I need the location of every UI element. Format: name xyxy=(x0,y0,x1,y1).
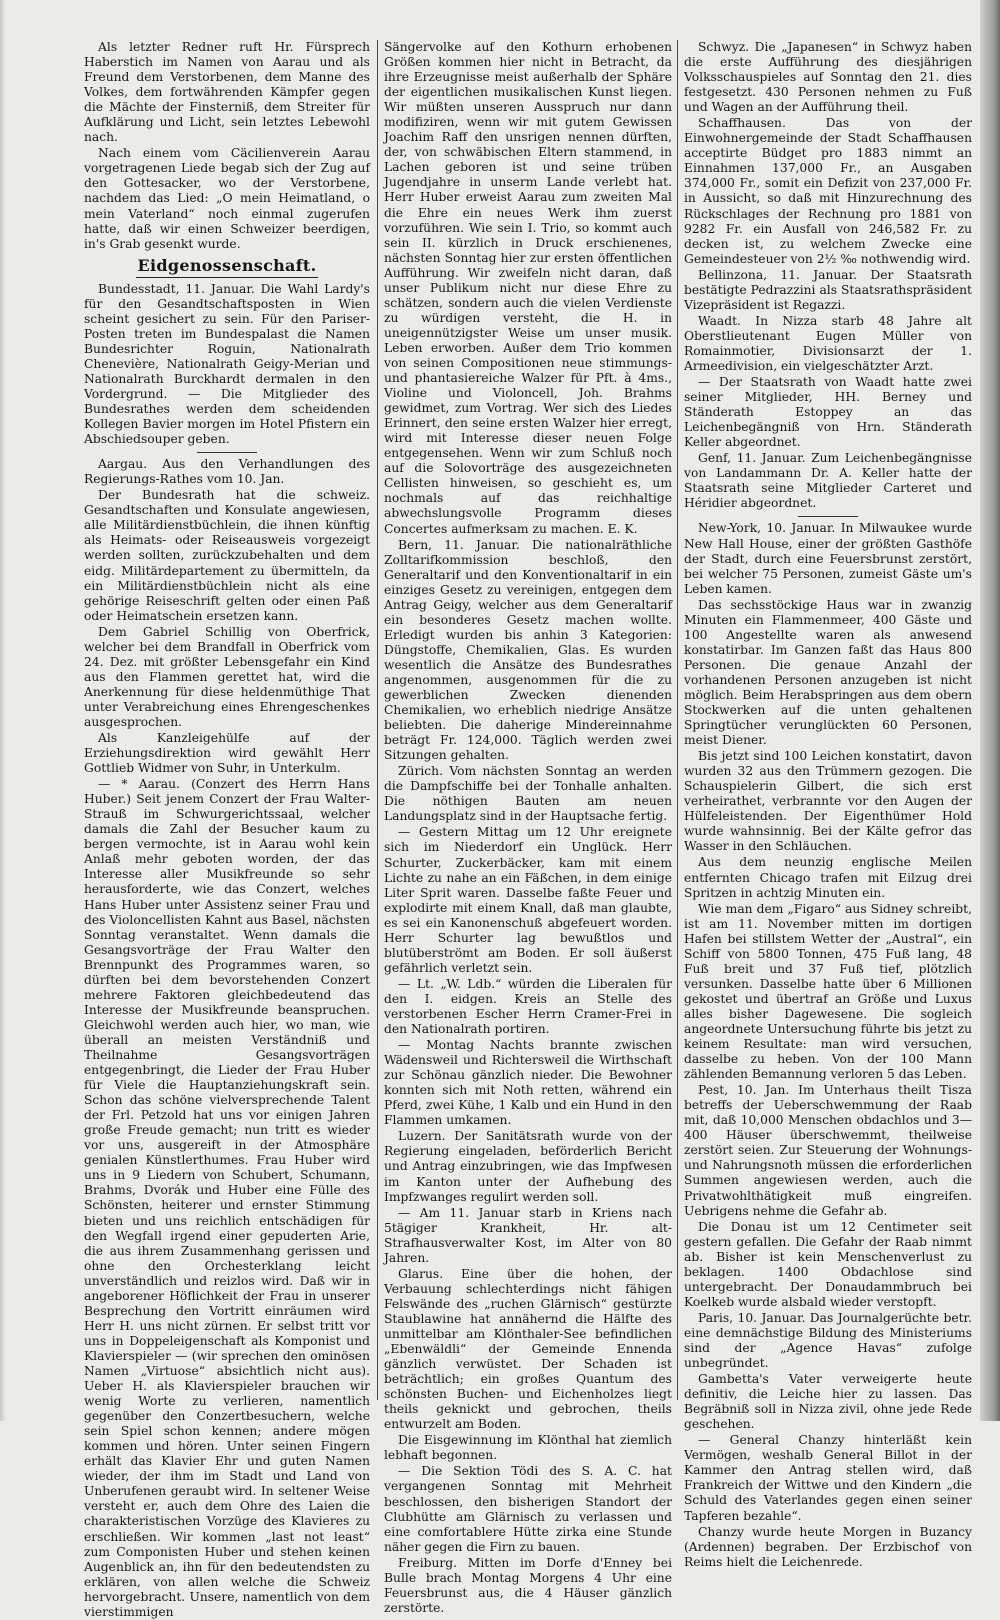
page-edge-right xyxy=(980,0,1000,1421)
article-paragraph: Als Kanzleigehülfe auf der Erziehungsdirektion wird gewählt Herr Gottlieb Widmer von Suhr, in Unterkulm. xyxy=(84,731,370,776)
article-paragraph: — Gestern Mittag um 12 Uhr ereignete sich im Niederdorf ein Unglück. Herr Schurter, Zuckerbäcker, kam mit einem Lichte zu nahe an ein Fäßchen, in dem einige Liter Sprit waren. Dasselbe faßte Feuer und explodirte mit einem Knall, daß man glaubte, es sei ein Kanonenschuß abgefeuert worden. Herr Schurter lag bewußtlos und blutüberströmt am Boden. Er soll äußerst gefährlich verletzt sein. xyxy=(384,825,672,975)
article-paragraph: Bern, 11. Januar. Die nationalräthliche Zolltarifkommission beschloß, den Generaltarif und den Konventionaltarif in ein einziges Gesetz zu vereinigen, entgegen dem Antrag Geigy, welcher aus dem Generaltarif ein besonderes Gesetz machen wollte. Erledigt wurden bis anhin 3 Kategorien: Düngstoffe, Chemikalien, Glas. Es wurden wesentlich die Ansätze des Bundesrathes angenommen, ausgenommen für die zu gewerblichen Zwecken dienenden Chemikalien, wo erheblich niedrige Ansätze beliebten. Die daherige Mindereinnahme beträgt Fr. 124,000. Täglich werden zwei Sitzungen gehalten. xyxy=(384,537,672,763)
article-paragraph: Schaffhausen. Das von der Einwohnergemeinde der Stadt Schaffhausen acceptirte Büdget pro 1883 nimmt an Einnahmen 137,000 Fr., an Ausgaben 374,000 Fr., somit ein Defizit von 237,000 Fr. in Aussicht, so daß mit Hinzurechnung des Rückschlages der Rechnung pro 1881 von 9282 Fr. ein Ausfall von 246,582 Fr. zu decken ist, zu welchem Zwecke eine Gemeindesteuer von 2½ ‰ nothwendig wird. xyxy=(684,116,972,266)
section-heading-text: Eidgenossenschaft. xyxy=(136,256,319,278)
article-paragraph: Bellinzona, 11. Januar. Der Staatsrath bestätigte Pedrazzini als Staatsrathspräsident Vizepräsident ist Regazzi. xyxy=(684,267,972,312)
article-paragraph: Chanzy wurde heute Morgen in Buzancy (Ardennen) begraben. Der Erzbischof von Reims hielt die Leichenrede. xyxy=(684,1524,972,1569)
article-paragraph: Sängervolke auf den Kothurn erhobenen Größen kommen hier nicht in Betracht, da ihre Erzeugnisse meist außerhalb der Sphäre der eigentlichen musikalischen Kunst liegen. Wir müßten unseren Ausspruch nur dann modifiziren, wenn wir mit gutem Gewissen Joachim Raff den unsrigen nennen dürften, der, von schwäbischen Eltern stammend, in Lachen geboren ist und seine trüben Jugendjahre in unserm Lande verlebt hat. Herr Huber erweist Aarau zum zweiten Mal die Ehre ein neues Werk ihm zuerst vorzuführen. Wie sein I. Trio, so kommt auch sein II. kürzlich in Druck erschienenes, nächsten Sonntag hier zur ersten öffentlichen Aufführung. Wir zweifeln nicht daran, daß unser Publikum nicht nur diese Ehre zu schätzen, sondern auch die vielen Verdienste zu würdigen versteht, die H. in uneigennützigster Weise um unser musik. Leben erworben. Außer dem Trio kommen von seinen Compositionen neue stimmungs- und phantasiereiche Walzer für Pft. à 4ms., Violine und Violoncell, Joh. Brahms gewidmet, zum Vortrag. Wer sich des Liedes Erinnert, den seine ersten Walzer hier erregt, wird mit Interesse dieser neuen Folge entgegensehen. Wenn wir zum Schluß noch auf die Solovorträge des ausgezeichneten Cellisten hinweisen, so geschieht es, um nochmals auf das reichhaltige abwechslungsvolle Programm dieses Concertes aufmerksam zu machen. E. K. xyxy=(384,40,672,536)
article-paragraph: Schwyz. Die „Japanesen“ in Schwyz haben die erste Aufführung des diesjährigen Volksschauspieles auf Sonntag den 21. dies festgesetzt. 430 Personen nehmen zu Fuß und Wagen an der Aufführung theil. xyxy=(684,40,972,115)
article-paragraph: — General Chanzy hinterläßt kein Vermögen, weshalb General Billot in der Kammer den Antrag stellen wird, daß Frankreich der Wittwe und den Kindern „die Schuld des Vaterlandes gegen einen seiner Tapferen bezahle“. xyxy=(684,1433,972,1523)
article-paragraph: Bis jetzt sind 100 Leichen konstatirt, davon wurden 32 aus den Trümmern gezogen. Die Schauspielerin Gilbert, die sich erst verheirathet, verbrannte vor den Augen der Hülfeleistenden. Der Eigenthümer Hold wurde wahnsinnig. Bei der Kälte gefror das Wasser in den Schläuchen. xyxy=(684,749,972,854)
divider xyxy=(798,516,858,517)
article-paragraph: Als letzter Redner ruft Hr. Fürsprech Haberstich im Namen von Aarau und als Freund dem Verstorbenen, dem Manne des Volkes, dem fortwährenden Kämpfer gegen die Mächte der Finsterniß, dem Streiter für Aufklärung und Licht, sein letztes Lebewohl nach. xyxy=(84,40,370,145)
article-paragraph: Paris, 10. Januar. Das Journalgerüchte betr. eine demnächstige Bildung des Ministeriums sind der „Agence Havas“ zufolge unbegründet. xyxy=(684,1310,972,1371)
article-paragraph: — Der Staatsrath von Waadt hatte zwei seiner Mitglieder, HH. Berney und Ständerath Estoppey an das Leichenbegängniß von Hrn. Ständerath Keller abgeordnet. xyxy=(684,375,972,450)
article-paragraph: Dem Gabriel Schillig von Oberfrick, welcher bei dem Brandfall in Oberfrick vom 24. Dez. mit größter Lebensgefahr ein Kind aus den Flammen gerettet hat, wird die Anerkennung für diese heldenmüthige That unter Verabreichung eines Ehrengeschenkes ausgesprochen. xyxy=(84,624,370,729)
article-paragraph: Nach einem vom Cäcilienverein Aarau vorgetragenen Liede begab sich der Zug auf den Gottesacker, wo der Verstorbene, nachdem das Lied: „O mein Heimatland, o mein Vaterland“ noch einmal zugerufen hatte, daß wir einen Schweizer beerdigen, in's Grab gesenkt wurde. xyxy=(84,146,370,251)
page-edge-left xyxy=(0,0,6,1421)
article-paragraph: Wie man dem „Figaro“ aus Sidney schreibt, ist am 11. November mitten im dortigen Hafen bei stillstem Wetter der „Austral“, ein Schiff von 5800 Tonnen, 475 Fuß lang, 48 Fuß breit und 37 Fuß tief, plötzlich versunken. Dasselbe hatte über 6 Millionen gekostet und übertraf an Größe und Luxus alles bisher Dagewesene. Die sogleich angeordnete Untersuchung führte bis jetzt zu keinem Resultate: man wird versuchen, dasselbe zu heben. Von der 100 Mann zählenden Bemannung verloren 5 das Leben. xyxy=(684,901,972,1082)
article-paragraph: Luzern. Der Sanitätsrath wurde von der Regierung eingeladen, beförderlich Bericht und Antrag einzubringen, wie das Impfwesen im Kanton unter der Aufhebung des Impfzwanges regulirt werden soll. xyxy=(384,1129,672,1204)
article-paragraph: Waadt. In Nizza starb 48 Jahre alt Oberstlieutenant Eugen Müller von Romainmotier, Divisionsarzt der 1. Armeedivision, ein vielgeschätzter Arzt. xyxy=(684,313,972,373)
article-paragraph: Pest, 10. Jan. Im Unterhaus theilt Tisza betreffs der Ueberschwemmung der Raab mit, daß 10,000 Menschen obdachlos und 3—400 Häuser überschwemmt, theilweise zerstört seien. Zur Steuerung der Wohnungs- und Nahrungsnoth müssen die erforderlichen Summen angewiesen werden, auch die Privatwohlthätigkeit muß eingreifen. Uebrigens nehme die Gefahr ab. xyxy=(684,1083,972,1218)
article-paragraph: Zürich. Vom nächsten Sonntag an werden die Dampfschiffe bei der Tonhalle anhalten. Die nöthigen Bauten am neuen Landungsplatz sind in der Hauptsache fertig. xyxy=(384,764,672,824)
article-paragraph: Die Eisgewinnung im Klönthal hat ziemlich lebhaft begonnen. xyxy=(384,1433,672,1463)
article-paragraph: — Lt. „W. Ldb.“ würden die Liberalen für den I. eidgen. Kreis an Stelle des verstorbenen Escher Herrn Cramer-Frei in den Nationalrath portiren. xyxy=(384,976,672,1037)
article-paragraph: Die Donau ist um 12 Centimeter seit gestern gefallen. Die Gefahr der Raab nimmt ab. Bisher ist kein Menschenverlust zu beklagen. 1400 Obdachlose sind untergebracht. Der Donaudammbruch bei Koelkeb wurde alsbald wieder verstopft. xyxy=(684,1219,972,1309)
article-paragraph: Das sechsstöckige Haus war in zwanzig Minuten ein Flammenmeer, 400 Gäste und 100 Angestellte waren als anwesend konstatirbar. Im Ganzen faßt das Haus 800 Personen. Die genaue Anzahl der vorhandenen Personen anzugeben ist nicht möglich. Beim Herabspringen aus dem obern Stockwerken auf die unten gehaltenen Springtücher verunglückten 60 Personen, meist Diener. xyxy=(684,597,972,748)
article-paragraph: Freiburg. Mitten im Dorfe d'Enney bei Bulle brach Montag Morgens 4 Uhr eine Feuersbrunst aus, die 4 Häuser gänzlich zerstörte. xyxy=(384,1555,672,1615)
column-3 xyxy=(684,40,972,1569)
section-heading xyxy=(84,256,370,278)
article-paragraph: Glarus. Eine über die hohen, der Verbauung schlechterdings nicht fähigen Felswände des „ruchen Glärnisch“ gestürzte Staublawine hat annähernd die Hälfte des unmittelbar am Klönthaler-See befindlichen „Ebenwäldli“ der Gemeinde Ennenda gänzlich verwüstet. Der Schaden ist beträchtlich; ein großes Quantum des schönsten Buchen- und Eichenholzes liegt theils geknickt und gebrochen, theils entwurzelt am Boden. xyxy=(384,1266,672,1432)
article-paragraph: — * Aarau. (Conzert des Herrn Hans Huber.) Seit jenem Conzert der Frau Walter-Strauß im Schwurgerichtssaal, welcher damals die Zahl der Besucher kaum zu bergen vermochte, ist in Aarau wohl kein Anlaß mehr geboten worden, der das Interesse aller Musikfreunde so sehr herausforderte, wie das Conzert, welches Hans Huber unter Assistenz seiner Frau und des Violoncellisten Kahnt aus Basel, nächsten Sonntag veranstaltet. Wenn damals die Gesangsvorträge der Frau Walter den Brennpunkt des Programmes waren, so dürften bei dem bevorstehenden Conzert mehrere Faktoren gleichbedeutend das Interesse der Musikfreunde beanspruchen. Gleichwohl werden auch hier, wo man, wie überall an meisten Verständniß und Theilnahme Gesangsvorträgen entgegenbringt, die Lieder der Frau Huber für Viele die Hauptanziehungskraft sein. Schon das schöne vielversprechende Talent der Frl. Petzold hat uns vor einigen Jahren große Freude gemacht; nun tritt es wieder vor uns, ausgereift in der Atmosphäre genialen Künstlerthumes. Frau Huber wird uns in 9 Liedern von Schubert, Schumann, Brahms, Dvorák und Huber eine Fülle des Schönsten, heiterer und ernster Stimmung bieten und uns reichlich entschädigen für den Wegfall irgend einer gepuderten Arie, die aus ihrem Zusammenhang gerissen und ohne den Orchesterklang leicht unverständlich und reizlos wird. Daß wir in angeborener Höflichkeit der Frau in unserer Besprechung den Vortritt einräumen wird Herr H. uns nicht zürnen. Er selbst tritt vor uns in Doppeleigenschaft als Komponist und Klavierspieler — (wir sprechen den ominösen Namen „Virtuose“ absichtlich nicht aus). Ueber H. als Klavierspieler brauchen wir wenig Worte zu verlieren, namentlich gegenüber den Conzertbesuchern, welche sein Spiel schon kennen; andere mögen kommen und hören. Unter seinen Fingern erhält das Klavier Ehr und guten Namen wieder, der ihm im Stadt und Land von Unberufenen geraubt wird. In seltener Weise versteht er, auch dem Ohre des Laien die charakteristischen Vorzüge des Klavieres zu erschließen. Wir kommen „last not least“ zum Componisten Huber und stehen keinen Augenblick an, ihn für den bedeutendsten zu erklären, von allen welche die Schweiz hervorgebracht. Unsere, namentlich von dem vierstimmigen xyxy=(84,777,370,1619)
column-rule xyxy=(377,40,378,1400)
column-rule xyxy=(677,40,678,1400)
article-paragraph: — Die Sektion Tödi des S. A. C. hat vergangenen Sonntag mit Mehrheit beschlossen, den bisherigen Standort der Clubhütte am Glärnisch zu verlassen und eine comfortablere Hütte zirka eine Stunde näher gegen die Firn zu bauen. xyxy=(384,1464,672,1554)
article-paragraph: Aus dem neunzig englische Meilen entfernten Chicago trafen mit Eilzug drei Spritzen in achtzig Minuten ein. xyxy=(684,855,972,900)
article-paragraph: Aargau. Aus den Verhandlungen des Regierungs-Rathes vom 10. Jan. xyxy=(84,457,370,487)
article-paragraph: Bundesstadt, 11. Januar. Die Wahl Lardy's für den Gesandtschaftsposten in Wien scheint gesichert zu sein. Für den Pariser-Posten treten im Bundespalast die Namen Bundesrichter Roguin, Nationalrath Chenevière, Nationalrath Geigy-Merian und Nationalrath Burckhardt dermalen in den Vordergrund. — Die Mitglieder des Bundesrathes werden dem scheidenden Kollegen Bavier morgen im Hotel Pfistern ein Abschiedsouper geben. xyxy=(84,281,370,447)
article-paragraph: New-York, 10. Januar. In Milwaukee wurde New Hall House, einer der größten Gasthöfe der Stadt, durch eine Feuersbrunst zerstört, bei welcher 75 Personen, zumeist Gäste um's Leben kamen. xyxy=(684,521,972,596)
article-paragraph: — Am 11. Januar starb in Kriens nach 5tägiger Krankheit, Hr. alt-Strafhausverwalter Kost, im Alter von 80 Jahren. xyxy=(384,1205,672,1265)
column-1 xyxy=(84,40,370,1619)
article-paragraph: Der Bundesrath hat die schweiz. Gesandtschaften und Konsulate angewiesen, alle Militärdienstbüchlein, die ihnen künftig als Heimats- oder Reiseausweis vorgezeigt werden sollten, zurückzubehalten und dem eidg. Militärdepartement zu übermitteln, da ein Militärdienstbüchlein nicht als eine gehörige Reiseschrift gelten oder einen Paß oder Heimatschein ersetzen kann. xyxy=(84,488,370,623)
article-paragraph: — Montag Nachts brannte zwischen Wädensweil und Richtersweil die Wirthschaft zur Schönau gänzlich nieder. Die Bewohner konnten sich mit Noth retten, während ein Pferd, zwei Kühe, 1 Kalb und ein Hund in den Flammen umkamen. xyxy=(384,1038,672,1128)
article-paragraph: Gambetta's Vater verweigerte heute definitiv, die Leiche hier zu lassen. Das Begräbniß soll in Nizza zivil, ohne jede Rede geschehen. xyxy=(684,1372,972,1432)
article-paragraph: Genf, 11. Januar. Zum Leichenbegängnisse von Landammann Dr. A. Keller hatte der Staatsrath seine Mitglieder Carteret und Héridier abgeordnet. xyxy=(684,451,972,511)
column-2 xyxy=(384,40,672,1615)
divider xyxy=(197,452,257,453)
